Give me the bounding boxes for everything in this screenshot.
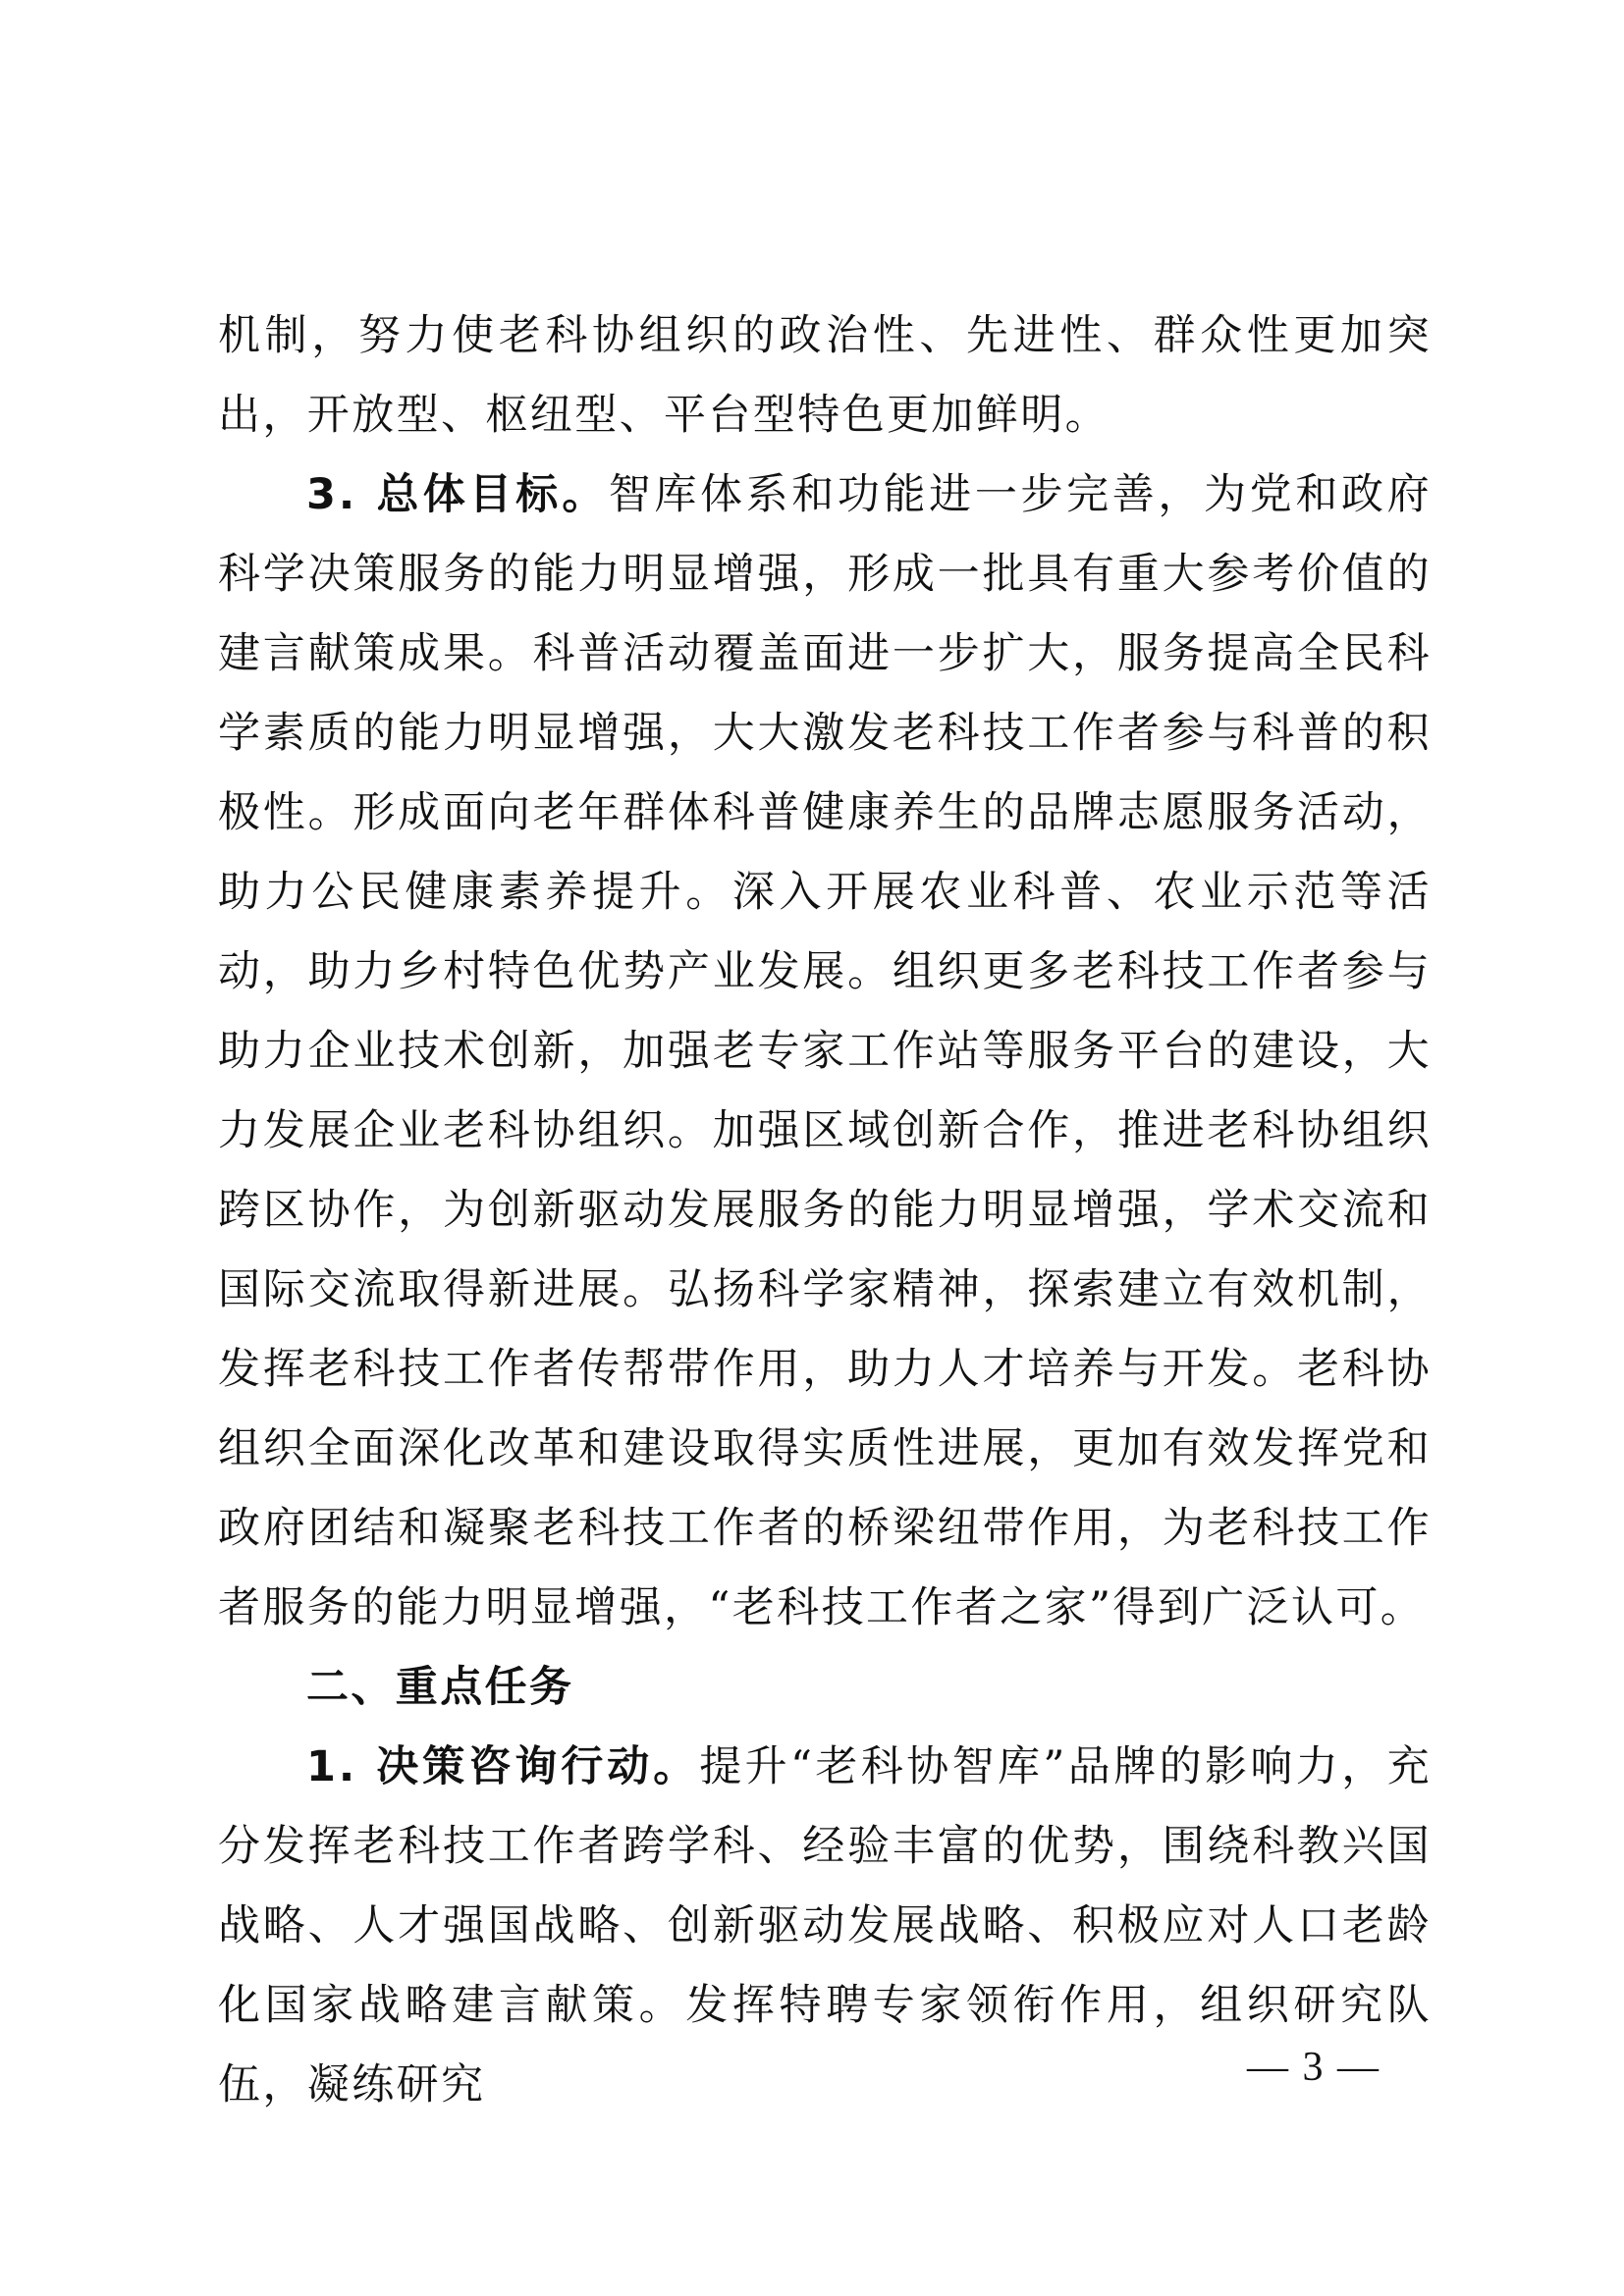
- page-number: — 3 —: [1247, 2045, 1380, 2090]
- paragraph-body: 智库体系和功能进一步完善，为党和政府科学决策服务的能力明显增强，形成一批具有重大参考价值的建言献策成果。科普活动覆盖面进一步扩大，服务提高全民科学素质的能力明显增强，大大激发老科技工作者参与科普的积极性。形成面向老年群体科普健康养生的品牌志愿服务活动，助力公民健康素养提升。深入开展农业科普、农业示范等活动，助力乡村特色优势产业发展。组织更多老科技工作者参与助力企业技术创新，加强老专家工作站等服务平台的建设，大力发展企业老科协组织。加强区域创新合作，推进老科协组织跨区协作，为创新驱动发展服务的能力明显增强，学术交流和国际交流取得新进展。弘扬科学家精神，探索建立有效机制，发挥老科技工作者传帮带作用，助力人才培养与开发。老科协组织全面深化改革和建设取得实质性进展，更加有效发挥党和政府团结和凝聚老科技工作者的桥梁纽带作用，为老科技工作者服务的能力明显增强，“老科技工作者之家”得到广泛认可。: [218, 470, 1432, 1632]
- paragraph-title: 3. 总体目标。: [306, 470, 609, 519]
- paragraph-title: 1. 决策咨询行动。: [306, 1742, 700, 1791]
- body-text: [218, 296, 1432, 2125]
- paragraph-overall-goals: [218, 455, 1432, 1648]
- section-heading: 二、重点任务: [306, 1663, 574, 1712]
- paragraph-body: 提升“老科协智库”品牌的影响力，充分发挥老科技工作者跨学科、经验丰富的优势，围绕科教兴国战略、人才强国战略、创新驱动发展战略、积极应对人口老龄化国家战略建言献策。发挥特聘专家领衔作用，组织研究队伍，凝练研究: [218, 1742, 1432, 2109]
- paragraph-continuation: 机制，努力使老科协组织的政治性、先进性、群众性更加突出，开放型、枢纽型、平台型特色更加鲜明。: [218, 311, 1432, 440]
